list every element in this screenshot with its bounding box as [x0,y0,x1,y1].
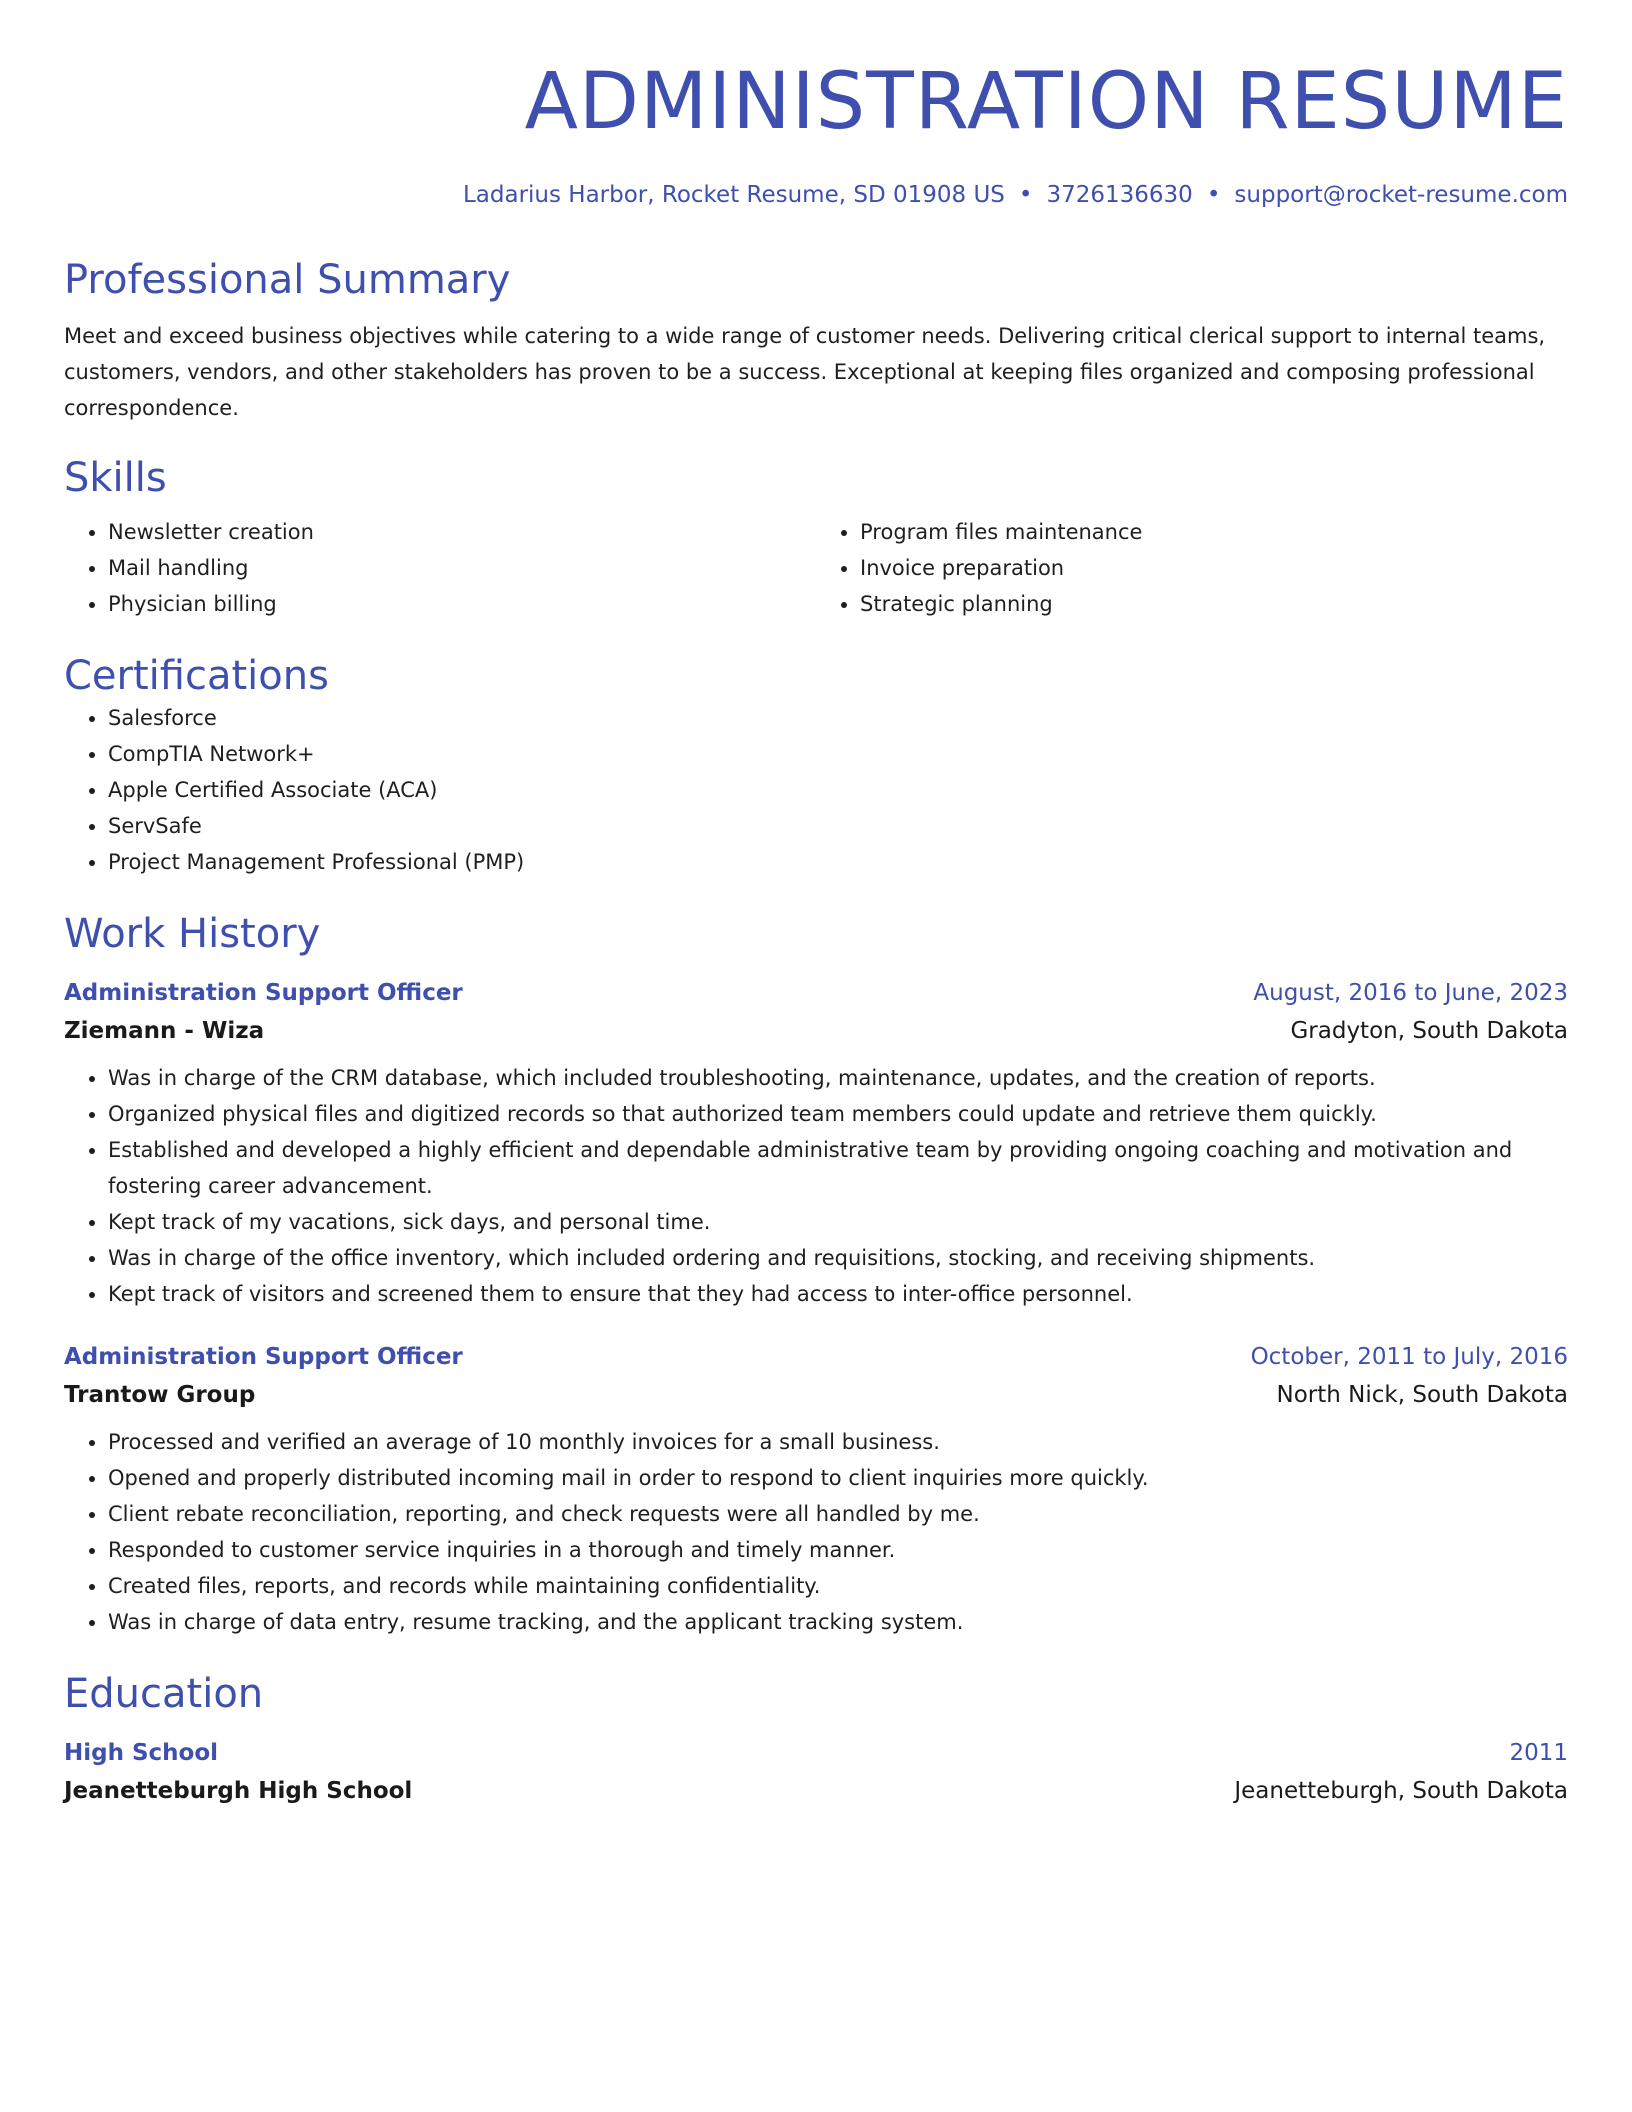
job-duty-item: • Kept track of my vacations, sick days, and personal time. [108,1204,1568,1240]
resume-title: ADMINISTRATION RESUME [524,57,1568,147]
certification-item: • ServSafe [108,808,1568,844]
certifications-heading: Certifications [64,653,329,699]
education-year: 2011 [1509,1740,1568,1766]
contact-separator: • [1206,182,1221,208]
contact-line [64,178,1568,212]
job-duty-item: • Kept track of visitors and screened them to ensure that they had access to inter-office personnel. [108,1276,1568,1312]
skill-item: • Invoice preparation [860,550,1568,586]
skills-list-left [64,514,816,622]
job-duty-item: • Was in charge of the office inventory, which included ordering and requisitions, stocking, and receiving shipments. [108,1240,1568,1276]
summary-heading: Professional Summary [64,257,511,303]
contact-email: support@rocket-resume.com [1234,182,1568,208]
job-header-row [64,1338,1568,1376]
skills-grid [64,514,1568,622]
skills-list-right [816,514,1568,622]
job-duty-item: • Processed and verified an average of 10 monthly invoices for a small business. [108,1424,1568,1460]
job-duty-item: • Organized physical files and digitized records so that authorized team members could update and retrieve them quickly. [108,1096,1568,1132]
job-duties-list [64,1060,1568,1312]
job-company-row [64,1376,1568,1414]
job-entry [64,1338,1568,1640]
job-location: North Nick, South Dakota [1276,1382,1568,1408]
education-degree: High School [64,1740,219,1766]
job-duty-item: • Was in charge of the CRM database, which included troubleshooting, maintenance, updates, and the creation of reports. [108,1060,1568,1096]
job-duty-item: • Opened and properly distributed incoming mail in order to respond to client inquiries more quickly. [108,1460,1568,1496]
certification-item: • Apple Certified Associate (ACA) [108,772,1568,808]
job-company: Ziemann - Wiza [64,1018,265,1044]
job-duty-item: • Client rebate reconciliation, reporting, and check requests were all handled by me. [108,1496,1568,1532]
skill-item: • Mail handling [108,550,816,586]
summary-text: Meet and exceed business objectives while catering to a wide range of customer needs. Delivering critical clerical support to internal teams, customers, vendors, and other stakeholders has proven to be a success. Exceptional at keeping files organized and composing professional correspondence. [64,324,1546,420]
education-location: Jeanetteburgh, South Dakota [1234,1778,1568,1804]
job-duty-item: • Established and developed a highly efficient and dependable administrative team by providing ongoing coaching and motivation and fostering career advancement. [108,1132,1568,1204]
certifications-list [64,700,1568,880]
job-company: Trantow Group [64,1382,256,1408]
job-header-row [64,974,1568,1012]
job-duty-item: • Created files, reports, and records while maintaining confidentiality. [108,1568,1568,1604]
job-company-row [64,1012,1568,1050]
contact-separator: • [1018,182,1033,208]
job-dates: August, 2016 to June, 2023 [1253,980,1568,1006]
job-duties-list [64,1424,1568,1640]
skills-column-right [816,514,1568,622]
education-school-row [64,1772,1568,1810]
education-header-row [64,1734,1568,1772]
skills-heading: Skills [64,455,167,501]
certification-item: • Project Management Professional (PMP) [108,844,1568,880]
education-heading: Education [64,1671,264,1717]
skill-item: • Strategic planning [860,586,1568,622]
certification-item: • Salesforce [108,700,1568,736]
skills-column-left [64,514,816,622]
job-location: Gradyton, South Dakota [1290,1018,1568,1044]
skill-item: • Program files maintenance [860,514,1568,550]
skill-item: • Physician billing [108,586,816,622]
contact-address: Ladarius Harbor, Rocket Resume, SD 01908 US [462,182,1005,208]
education-school: Jeanetteburgh High School [64,1778,413,1804]
job-dates: October, 2011 to July, 2016 [1250,1344,1568,1370]
contact-phone: 3726136630 [1046,182,1193,208]
education-entry [64,1734,1568,1810]
skill-item: • Newsletter creation [108,514,816,550]
job-entry [64,974,1568,1312]
job-role: Administration Support Officer [64,1344,463,1370]
job-duty-item: • Responded to customer service inquiries in a thorough and timely manner. [108,1532,1568,1568]
work-history-heading: Work History [64,911,321,957]
job-role: Administration Support Officer [64,980,463,1006]
job-duty-item: • Was in charge of data entry, resume tracking, and the applicant tracking system. [108,1604,1568,1640]
certification-item: • CompTIA Network+ [108,736,1568,772]
